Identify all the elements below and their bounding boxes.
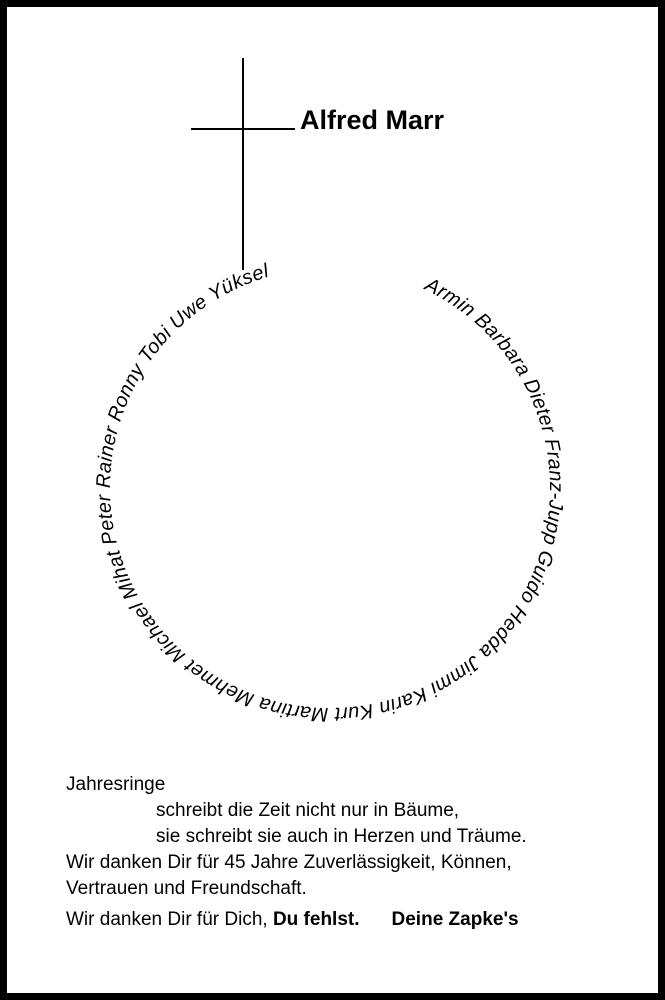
closing-line: [66, 907, 519, 933]
ring-names-text: [93, 260, 567, 725]
poem-line-5: Vertrauen und Freundschaft.: [66, 878, 307, 899]
poem-line-1: Jahresringe: [66, 774, 166, 795]
poem-line-2: schreibt die Zeit nicht nur in Bäume,: [156, 800, 460, 821]
signature: Deine Zapke's: [391, 909, 519, 930]
ring-names-path: Armin Barbara Dieter Franz-Jupp Guido Hedda Jimmi Karin Kurt Martina Mehmet Michael Mihat Peter Rainer Ronny Tobi Uwe Yüksel: [92, 260, 568, 726]
poem-line-4: Wir danken Dir für 45 Jahre Zuverlässigkeit, Können,: [66, 852, 512, 873]
poem-block: [66, 772, 527, 902]
deceased-name: Alfred Marr: [300, 105, 445, 135]
closing-emphasis: Du fehlst.: [272, 909, 360, 930]
closing-text: Wir danken Dir für Dich,: [66, 909, 273, 930]
poem-line-3: sie schreibt sie auch in Herzen und Träume.: [156, 826, 527, 847]
